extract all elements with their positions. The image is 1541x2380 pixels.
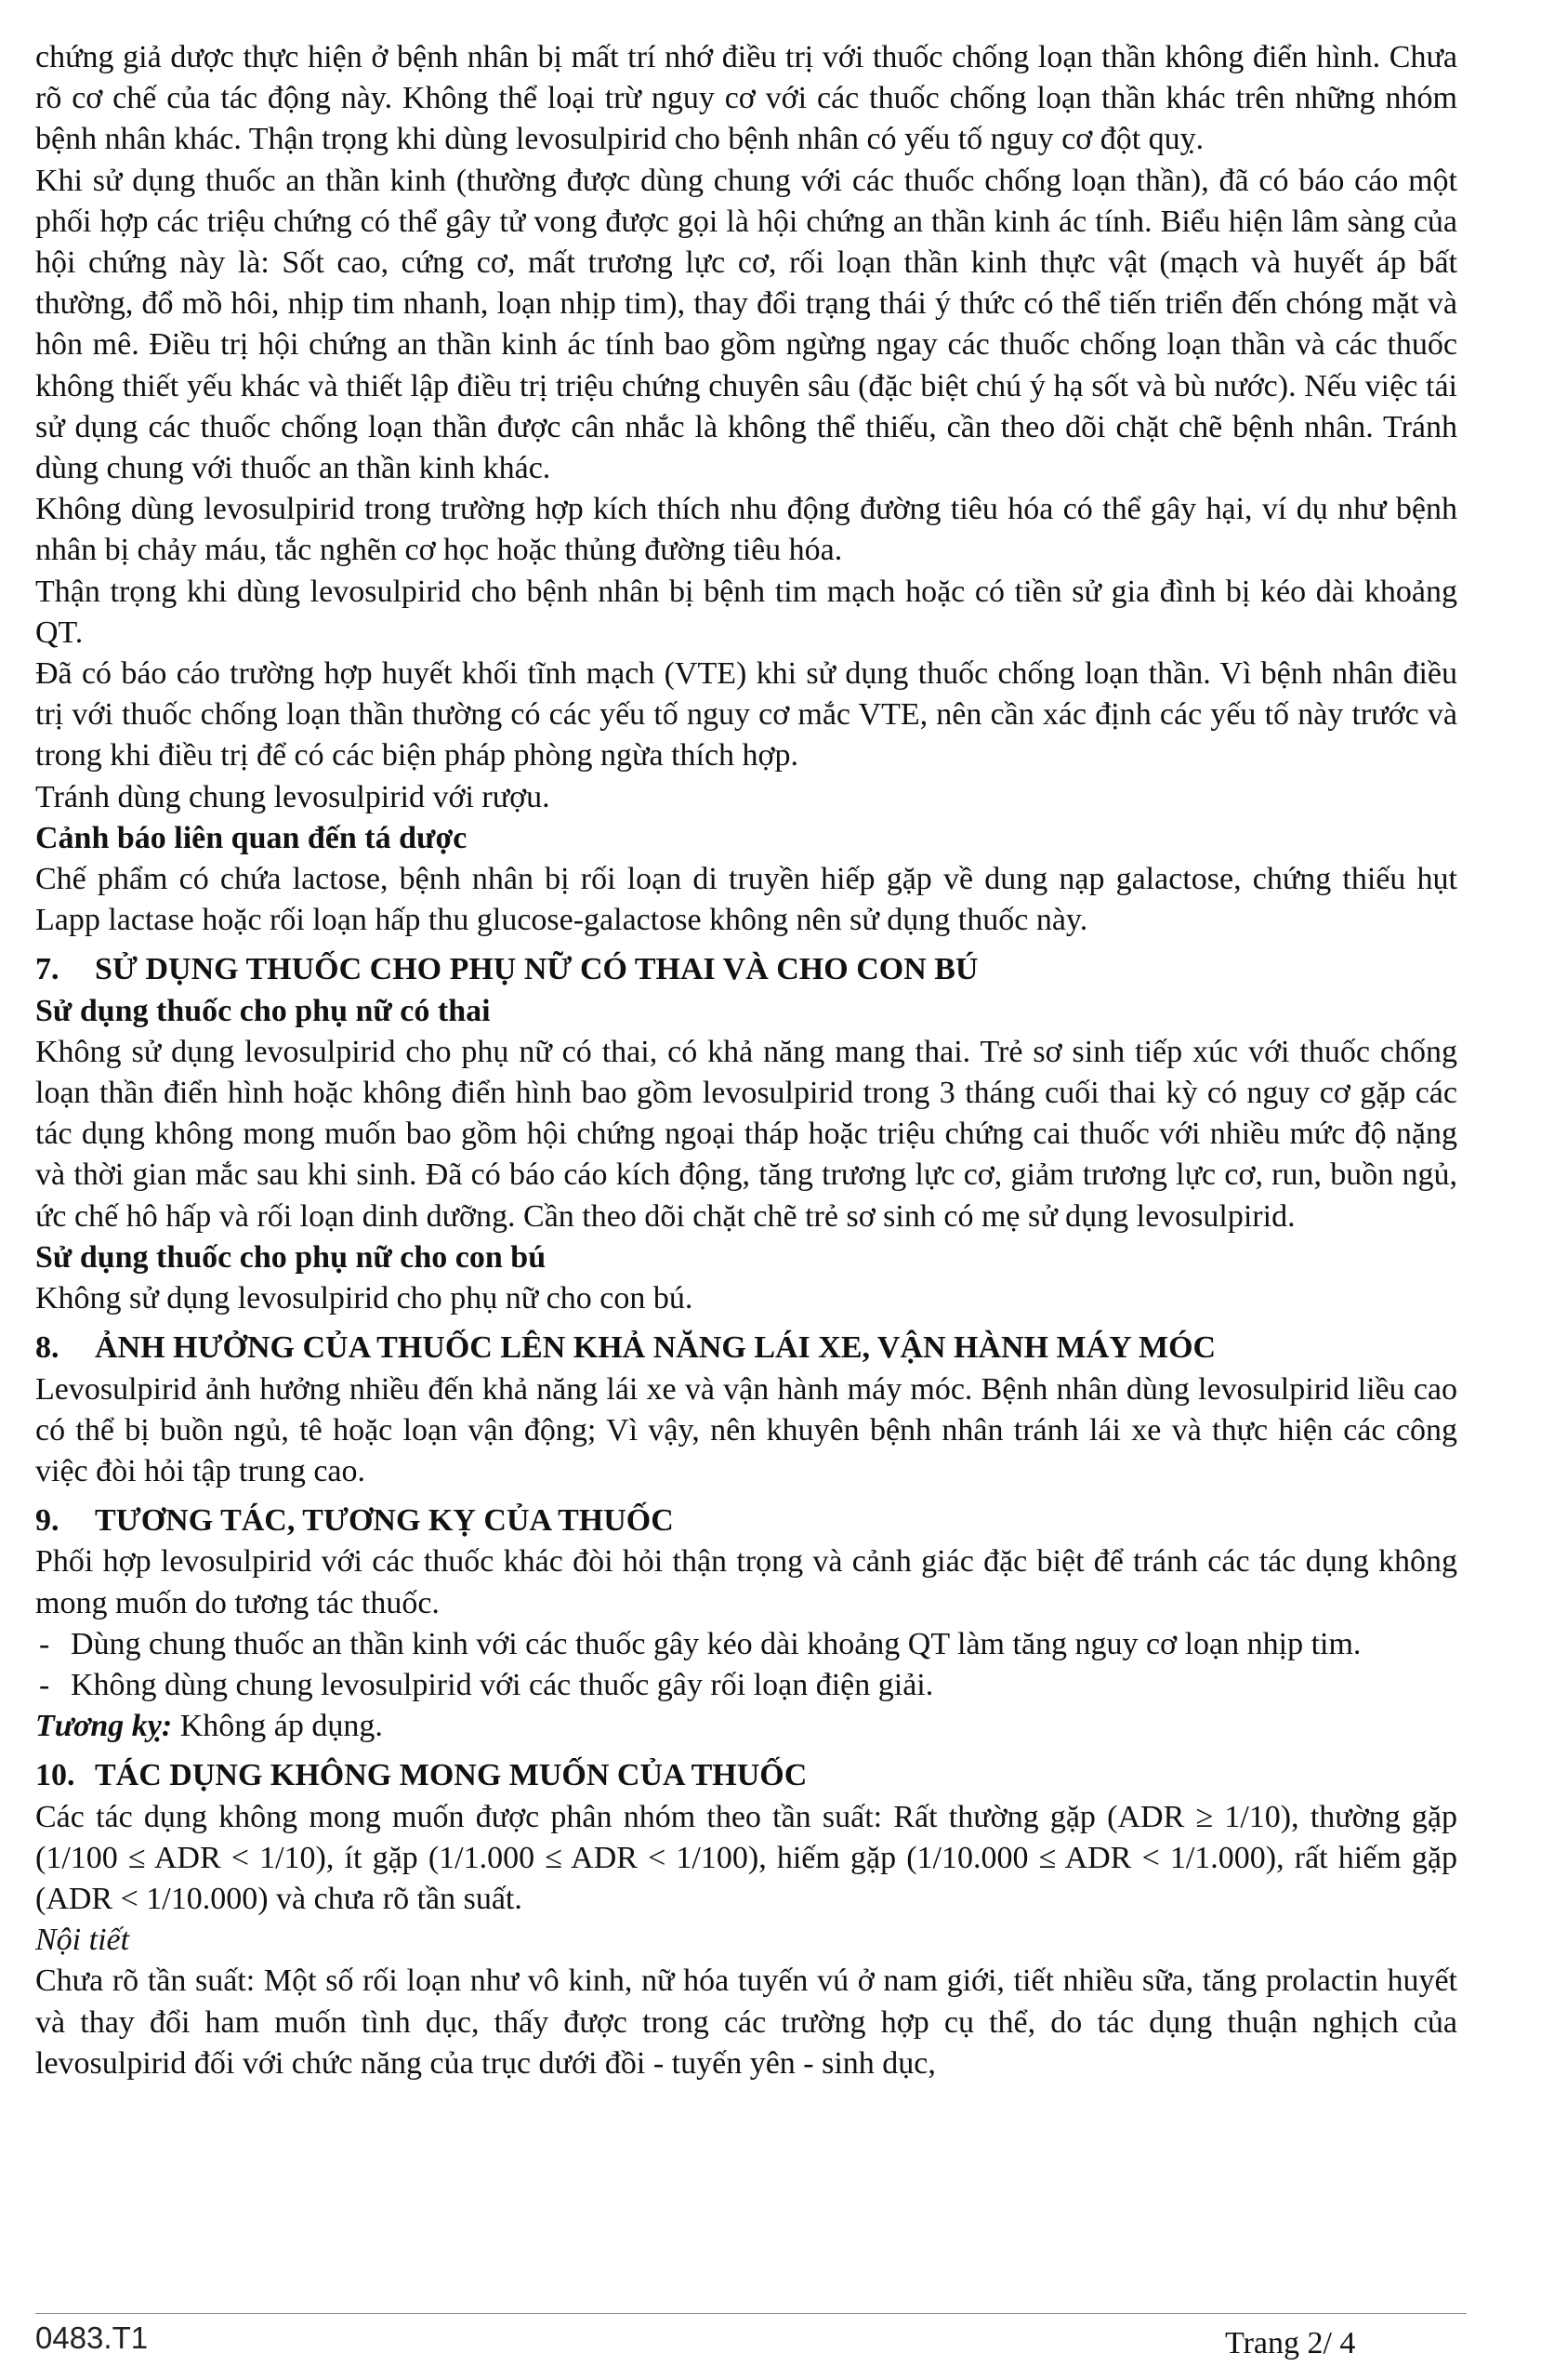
page-number: Trang 2/ 4 <box>1225 2326 1356 2360</box>
excipient-warning-heading: Cảnh báo liên quan đến tá dược <box>35 820 468 855</box>
paragraph: Không dùng levosulpirid trong trường hợp kích thích nhu động đường tiêu hóa có thể gây hại, ví dụ như bệnh nhân bị chảy máu, tắc nghẽn cơ học hoặc thủng đường tiêu hóa. <box>35 492 1457 568</box>
section-number: 8. <box>35 1330 59 1366</box>
section-8-heading <box>35 1328 1457 1368</box>
document-body <box>35 37 1457 2084</box>
pregnancy-heading: Sử dụng thuốc cho phụ nữ có thai <box>35 993 491 1028</box>
pregnancy-text: Không sử dụng levosulpirid cho phụ nữ có thai, có khả năng mang thai. Trẻ sơ sinh tiếp xúc với thuốc chống loạn thần điển hình hoặc không điển hình bao gồm levosulpirid trong 3 tháng cuối thai kỳ có nguy cơ gặp các tác dụng không mong muốn bao gồm hội chứng ngoại tháp hoặc triệu chứng cai thuốc với nhiều mức độ nặng và thời gian mắc sau khi sinh. Đã có báo cáo kích động, tăng trương lực cơ, giảm trương lực cơ, run, buồn ngủ, ức chế hô hấp và rối loạn dinh dưỡng. Cần theo dõi chặt chẽ trẻ sơ sinh có mẹ sử dụng levosulpirid. <box>35 1034 1457 1234</box>
document-code: 0483.T1 <box>35 2320 149 2355</box>
incompatibility-text: Không áp dụng. <box>172 1709 383 1744</box>
endocrine-text: Chưa rõ tần suất: Một số rối loạn như vô kinh, nữ hóa tuyến vú ở nam giới, tiết nhiều sữa, tăng prolactin huyết và thay đổi ham muốn tình dục, thấy được trong các trường hợp cụ thể, do tác dụng thuận nghịch của levosulpirid đối với chức năng của trục dưới đồi - tuyến yên - sinh dục, <box>35 1964 1457 2081</box>
section-10-heading <box>35 1755 1457 1796</box>
list-item-text: Không dùng chung levosulpirid với các thuốc gây rối loạn điện giải. <box>71 1667 934 1702</box>
excipient-warning-text: Chế phẩm có chứa lactose, bệnh nhân bị rối loạn di truyền hiếp gặp về dung nạp galactose, chứng thiếu hụt Lapp lactase hoặc rối loạn hấp thu glucose-galactose không nên sử dụng thuốc này. <box>35 862 1457 938</box>
footer-divider <box>35 2313 1467 2314</box>
section-number: 7. <box>35 952 59 987</box>
section-title: ẢNH HƯỞNG CỦA THUỐC LÊN KHẢ NĂNG LÁI XE, VẬN HÀNH MÁY MÓC <box>95 1330 1217 1366</box>
adverse-effects-text: Các tác dụng không mong muốn được phân nhóm theo tần suất: Rất thường gặp (ADR ≥ 1/10), thường gặp (1/100 ≤ ADR < 1/10), ít gặp (1/1.000 ≤ ADR < 1/100), hiếm gặp (1/10.000 ≤ ADR < 1/1.000), rất hiếm gặp (ADR < 1/10.000) và chưa rõ tần suất. <box>35 1799 1457 1916</box>
list-item <box>35 1624 1457 1665</box>
endocrine-heading: Nội tiết <box>35 1923 130 1958</box>
section-7-heading <box>35 949 1457 990</box>
list-item <box>35 1665 1457 1706</box>
incompatibility-label: Tương kỵ: <box>35 1709 173 1744</box>
breastfeeding-heading: Sử dụng thuốc cho phụ nữ cho con bú <box>35 1239 547 1275</box>
bullet-dash: - <box>39 1667 50 1702</box>
section-title: TƯƠNG TÁC, TƯƠNG KỴ CỦA THUỐC <box>95 1503 674 1539</box>
section-number: 10. <box>35 1758 75 1793</box>
section-number: 9. <box>35 1503 59 1539</box>
paragraph: Khi sử dụng thuốc an thần kinh (thường được dùng chung với các thuốc chống loạn thần), đã có báo cáo một phối hợp các triệu chứng có thể gây tử vong được gọi là hội chứng an thần kinh ác tính. Biểu hiện lâm sàng của hội chứng này là: Sốt cao, cứng cơ, mất trương lực cơ, rối loạn thần kinh thực vật (mạch và huyết áp bất thường, đổ mồ hôi, nhịp tim nhanh, loạn nhịp tim), thay đổi trạng thái ý thức có thể tiến triển đến chóng mặt và hôn mê. Điều trị hội chứng an thần kinh ác tính bao gồm ngừng ngay các thuốc chống loạn thần và các thuốc không thiết yếu khác và thiết lập điều trị triệu chứng chuyên sâu (đặc biệt chú ý hạ sốt và bù nước). Nếu việc tái sử dụng các thuốc chống loạn thần được cân nhắc là không thể thiếu, cần theo dõi chặt chẽ bệnh nhân. Tránh dùng chung với thuốc an thần kinh khác. <box>35 163 1457 486</box>
breastfeeding-text: Không sử dụng levosulpirid cho phụ nữ cho con bú. <box>35 1281 693 1316</box>
incompatibility-line <box>35 1706 1457 1747</box>
paragraph: Đã có báo cáo trường hợp huyết khối tĩnh mạch (VTE) khi sử dụng thuốc chống loạn thần. Vì bệnh nhân điều trị với thuốc chống loạn thần thường có các yếu tố nguy cơ mắc VTE, nên cần xác định các yếu tố này trước và trong khi điều trị để có các biện pháp phòng ngừa thích hợp. <box>35 656 1457 774</box>
section-9-heading <box>35 1501 1457 1541</box>
paragraph: chứng giả dược thực hiện ở bệnh nhân bị mất trí nhớ điều trị với thuốc chống loạn thần không điển hình. Chưa rõ cơ chế của tác động này. Không thể loại trừ nguy cơ với các thuốc chống loạn thần khác trên những nhóm bệnh nhân khác. Thận trọng khi dùng levosulpirid cho bệnh nhân có yếu tố nguy cơ đột quỵ. <box>35 40 1457 157</box>
section-title: SỬ DỤNG THUỐC CHO PHỤ NỮ CÓ THAI VÀ CHO CON BÚ <box>95 952 979 987</box>
interactions-text: Phối hợp levosulpirid với các thuốc khác đòi hỏi thận trọng và cảnh giác đặc biệt để tránh các tác dụng không mong muốn do tương tác thuốc. <box>35 1544 1457 1620</box>
paragraph: Thận trọng khi dùng levosulpirid cho bệnh nhân bị bệnh tim mạch hoặc có tiền sử gia đình bị kéo dài khoảng QT. <box>35 574 1457 650</box>
list-item-text: Dùng chung thuốc an thần kinh với các thuốc gây kéo dài khoảng QT làm tăng nguy cơ loạn nhịp tim. <box>71 1626 1362 1661</box>
section-title: TÁC DỤNG KHÔNG MONG MUỐN CỦA THUỐC <box>95 1758 808 1793</box>
paragraph: Tránh dùng chung levosulpirid với rượu. <box>35 779 550 814</box>
driving-text: Levosulpirid ảnh hưởng nhiều đến khả năng lái xe và vận hành máy móc. Bệnh nhân dùng levosulpirid liều cao có thể bị buồn ngủ, tê hoặc loạn vận động; Vì vậy, nên khuyên bệnh nhân tránh lái xe và thực hiện các công việc đòi hỏi tập trung cao. <box>35 1371 1457 1488</box>
bullet-dash: - <box>39 1626 50 1661</box>
